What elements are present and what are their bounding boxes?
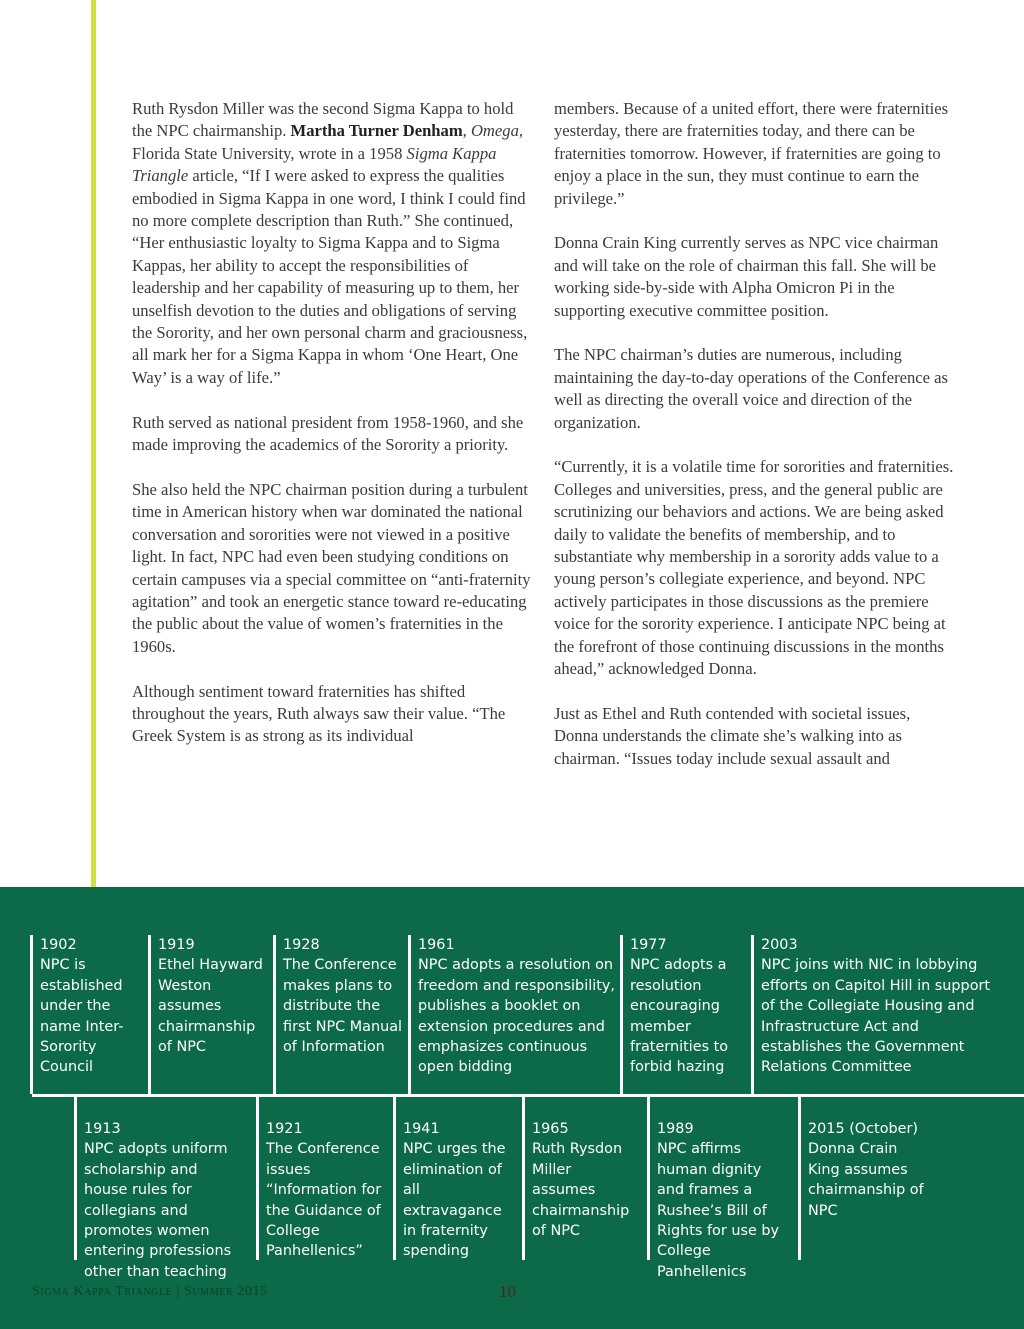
name-martha-turner-denham: Martha Turner Denham <box>290 121 463 141</box>
right-paragraph-4: “Currently, it is a volatile time for sororities and fraternities. Colleges and universities, press, and the general public are scrutinizing our behaviors and actions. We are being asked daily to validate the benefits of membership, and to substantiate why membership in a sorority adds value to a young person’s collegiate experience, and beyond. NPC actively participates in those discussions as the premiere voice for the sorority experience. I anticipate NPC being at the forefront of those continuing discussions in the months ahead,” acknowledged Donna. <box>554 457 954 679</box>
right-paragraph-2: Donna Crain King currently serves as NPC vice chairman and will take on the role of chairman this fall. She will be working side-by-side with Alpha Omicron Pi in the supporting executive committee position. <box>554 233 939 320</box>
timeline-text: NPC is established under the name Inter-Sorority Council <box>40 957 124 1076</box>
page-number: 10 <box>499 1282 516 1301</box>
timeline-year: 1965 <box>532 1121 569 1137</box>
timeline-year: 1989 <box>657 1121 694 1137</box>
footer-publication: Sigma Kappa Triangle | Summer 2015 <box>32 1284 268 1299</box>
chapter-name: Omega <box>470 121 519 141</box>
timeline-entry <box>393 1097 509 1260</box>
left-paragraph-4: Although sentiment toward fraternities has shifted throughout the years, Ruth always saw their value. “The Greek System is as strong as its individual <box>132 681 506 746</box>
timeline-text: Donna Crain King assumes chairmanship of NPC <box>808 1141 924 1219</box>
timeline-entry <box>30 935 140 1094</box>
timeline-year: 1961 <box>418 937 455 953</box>
timeline-year: 2003 <box>761 937 798 953</box>
timeline-year: 2015 (October) <box>808 1121 919 1137</box>
timeline-year: 1941 <box>403 1121 440 1137</box>
right-column <box>554 98 954 793</box>
timeline-entry <box>148 935 264 1094</box>
timeline-year: 1921 <box>266 1121 303 1137</box>
timeline-year: 1977 <box>630 937 667 953</box>
timeline-text: The Conference makes plans to distribute the first NPC Manual of Information <box>283 957 403 1056</box>
left-paragraph-1: Ruth Rysdon Miller was the second Sigma Kappa to hold the NPC chairmanship. Martha Turner Denham, Omega, Florida State University, wrote in a 1958 Sigma Kappa Triangle article, “If I were asked to express the qualities embodied in Sigma Kappa in one word, I think I could find no more complete description than Ruth.” She continued, “Her enthusiastic loyalty to Sigma Kappa and to Sigma Kappas, her ability to accept the responsibilities of leadership and her capability of measuring up to them, her unselfish devotion to the duties and obligations of serving the Sorority, and her own personal charm and graciousness, all mark her for a Sigma Kappa in whom ‘One Heart, One Way’ is a way of life.” <box>132 99 528 387</box>
timeline-text: NPC affirms human dignity and frames a Rushee’s Bill of Rights for use by College Panhellenics <box>657 1141 780 1280</box>
timeline-entry <box>798 1097 928 1260</box>
accent-rule <box>91 0 96 887</box>
right-paragraph-1: members. Because of a united effort, there were fraternities yesterday, there are fraternities today, and there can be fraternities tomorrow. However, if fraternities are going to enjoy a place in the sun, they must continue to earn the privilege.” <box>554 99 949 208</box>
publication-name: Sigma Kappa Triangle <box>132 143 497 186</box>
timeline-entry <box>620 935 742 1094</box>
right-paragraph-5: Just as Ethel and Ruth contended with societal issues, Donna understands the climate she’s walking into as chairman. “Issues today include sexual assault and <box>554 703 911 768</box>
left-column <box>132 98 532 770</box>
timeline-entry <box>522 1097 634 1260</box>
timeline-text: The Conference issues “Information for the Guidance of College Panhellenics” <box>266 1141 382 1260</box>
timeline-text: NPC adopts a resolution encouraging member fraternities to forbid hazing <box>630 957 729 1076</box>
timeline-entry <box>647 1097 787 1280</box>
timeline-year: 1913 <box>84 1121 121 1137</box>
timeline-year: 1919 <box>158 937 195 953</box>
right-paragraph-3: The NPC chairman’s duties are numerous, including maintaining the day-to-day operations of the Conference as well as directing the overall voice and direction of the organization. <box>554 345 948 432</box>
timeline-entry <box>74 1097 244 1280</box>
timeline-text: NPC adopts uniform scholarship and house rules for collegians and promotes women entering professions other than teaching <box>84 1141 232 1280</box>
timeline-text: Ruth Rysdon Miller assumes chairmanship of NPC <box>532 1141 630 1240</box>
left-paragraph-2: Ruth served as national president from 1958-1960, and she made improving the academics of the Sorority a priority. <box>132 412 524 455</box>
timeline-text: NPC joins with NIC in lobbying efforts on Capitol Hill in support of the Collegiate Housing and Infrastructure Act and establishes the Government Relations Committee <box>761 957 991 1076</box>
left-paragraph-3: She also held the NPC chairman position during a turbulent time in American history when war dominated the national conversation and sororities were not viewed in a positive light. In fact, NPC had even been studying conditions on certain campuses via a special committee on “anti-fraternity agitation” and took an energetic stance toward re-educating the public about the value of women’s fraternities in the 1960s. <box>132 479 531 656</box>
timeline-text: NPC urges the elimination of all extravagance in fraternity spending <box>403 1141 506 1260</box>
timeline-entry <box>408 935 616 1094</box>
timeline-entry <box>256 1097 382 1260</box>
timeline-year: 1902 <box>40 937 77 953</box>
timeline-entry <box>273 935 405 1094</box>
timeline-year: 1928 <box>283 937 320 953</box>
timeline-text: NPC adopts a resolution on freedom and responsibility, publishes a booklet on extension procedures and emphasizes continuous open bidding <box>418 957 615 1076</box>
timeline-text: Ethel Hayward Weston assumes chairmanship of NPC <box>158 957 263 1056</box>
timeline-entry <box>751 935 997 1094</box>
